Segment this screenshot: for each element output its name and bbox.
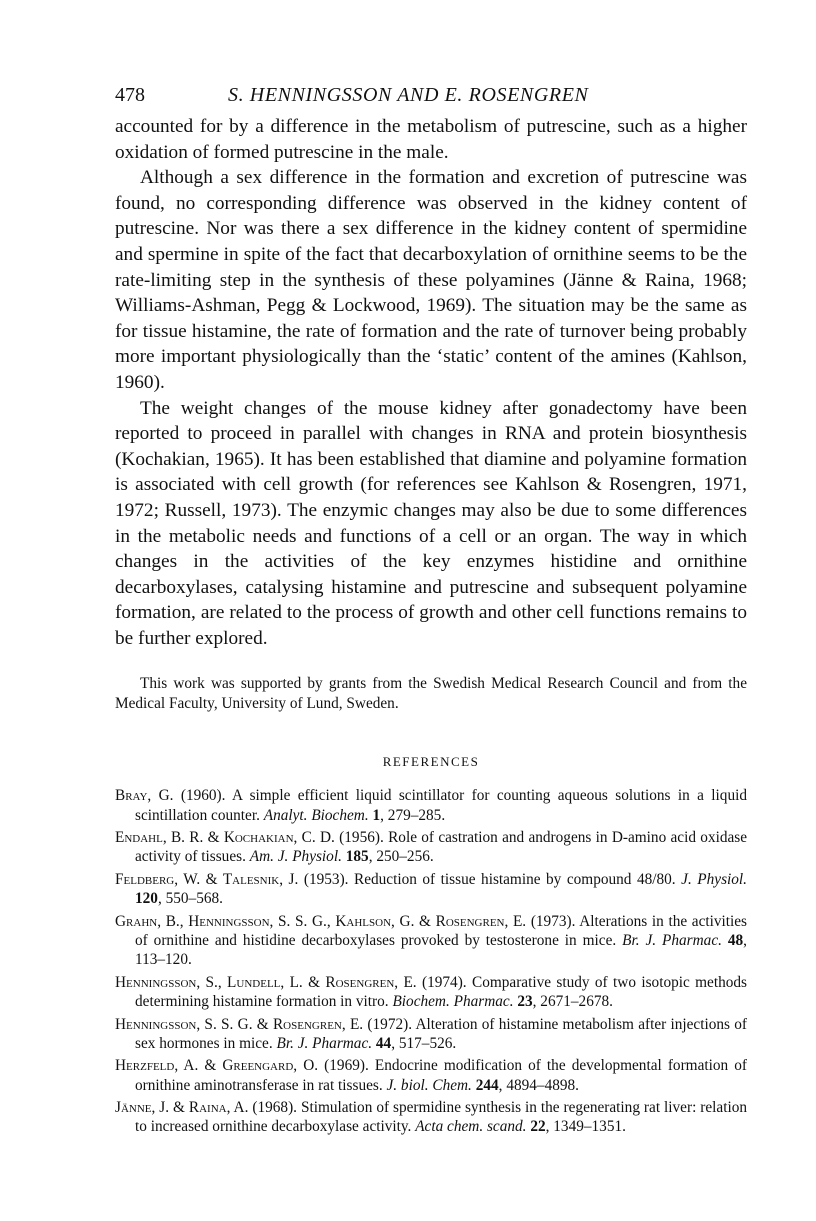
ref-title: Alteration of histamine metabolism after injections of sex hormones in mice. <box>135 1015 747 1052</box>
ref-authors: Henningsson, S. S. G. & Rosengren, E. <box>115 1015 364 1033</box>
reference-item <box>115 870 747 908</box>
body-text <box>115 114 747 651</box>
references-heading: REFERENCES <box>382 754 480 770</box>
paragraph-continuation: accounted for by a difference in the metabolism of putrescine, such as a higher oxidation of formed putrescine in the male. <box>115 116 747 163</box>
page-number: 478 <box>115 84 145 106</box>
running-head: S. HENNINGSSON AND E. ROSENGREN <box>228 84 589 106</box>
reference-item <box>115 1098 747 1136</box>
ref-volume: 244 <box>475 1076 499 1094</box>
paragraph: Although a sex difference in the formation and excretion of putrescine was found, no corresponding difference was observed in the kidney content of putrescine. Nor was there a sex difference in the kidney content of spermidine and spermine in spite of the fact that decarboxylation of ornithine seems to be the rate-limiting step in the synthesis of these polyamines (Jänne & Raina, 1968; Williams-Ashman, Pegg & Lockwood, 1969). The situation may be the same as for tissue histamine, the rate of formation and the rate of turnover being probably more important physiologically than the ‘static’ content of the amines (Kahlson, 1960). <box>115 167 747 393</box>
ref-volume: 23 <box>517 993 533 1011</box>
ref-year: (1974). <box>422 973 467 991</box>
ref-authors: Bray, G. <box>115 787 174 805</box>
ref-year: (1953). <box>303 871 349 889</box>
ref-pages: , 279–285. <box>380 806 446 824</box>
ref-year: (1969). <box>324 1057 369 1075</box>
ref-authors: Henningsson, S., Lundell, L. & Rosengren, E. <box>115 973 417 991</box>
ref-title: Comparative study of two isotopic methods determining histamine formation in vitro. <box>135 973 747 1011</box>
ref-title: Stimulation of spermidine synthesis in the regenerating rat liver: relation to increased ornithine decarboxylase activity. <box>135 1099 747 1136</box>
ref-pages: , 113–120. <box>135 932 747 969</box>
ref-journal: Analyt. Biochem. <box>263 806 369 824</box>
reference-item <box>115 912 747 970</box>
ref-title: A simple efficient liquid scintillator for counting aqueous solutions in a liquid scintillation counter. <box>135 787 747 824</box>
journal-page <box>115 84 747 1140</box>
page-header <box>115 84 747 114</box>
ref-journal: Br. J. Pharmac. <box>622 932 722 950</box>
ref-journal: J. biol. Chem. <box>386 1076 472 1094</box>
ref-authors: Jänne, J. & Raina, A. <box>115 1099 249 1117</box>
ref-title: Endocrine modification of the developmental formation of ornithine aminotransferase in rat tissues. <box>135 1057 747 1094</box>
ref-journal: Am. J. Physiol. <box>249 848 342 866</box>
ref-title: Reduction of tissue histamine by compound 48/80. <box>354 871 676 889</box>
ref-authors: Feldberg, W. & Talesnik, J. <box>115 871 299 889</box>
reference-item <box>115 828 747 866</box>
ref-year: (1960). <box>180 787 226 805</box>
ref-authors: Grahn, B., Henningsson, S. S. G., Kahlson, G. & Rosengren, E. <box>115 912 527 930</box>
reference-item <box>115 786 747 824</box>
ref-authors: Endahl, B. R. & Kochakian, C. D. <box>115 829 335 847</box>
ref-authors: Herzfeld, A. & Greengard, O. <box>115 1057 319 1075</box>
ref-pages: , 2671–2678. <box>532 993 613 1011</box>
ref-volume: 1 <box>372 806 381 824</box>
ref-journal: J. Physiol. <box>681 871 747 889</box>
ref-pages: , 1349–1351. <box>545 1118 626 1136</box>
ref-title: Alterations in the activities of ornithine and histidine decarboxylases provoked by testosterone in mice. <box>135 912 748 950</box>
ref-journal: Acta chem. scand. <box>415 1118 527 1136</box>
reference-list <box>115 786 747 1136</box>
ref-pages: , 4894–4898. <box>498 1076 579 1094</box>
ref-volume: 44 <box>375 1034 392 1052</box>
ref-pages: , 250–256. <box>368 848 434 866</box>
ref-journal: Br. J. Pharmac. <box>276 1034 373 1052</box>
ref-year: (1956). <box>339 829 384 847</box>
ref-volume: 120 <box>135 890 158 908</box>
reference-item <box>115 1015 747 1053</box>
ref-title: Role of castration and androgens in D-amino acid oxidase activity of tissues. <box>135 829 748 866</box>
ref-volume: 48 <box>727 932 744 950</box>
paragraph: The weight changes of the mouse kidney after gonadectomy have been reported to proceed in parallel with changes in RNA and protein biosynthesis (Kochakian, 1965). It has been established that diamine and polyamine formation is associated with cell growth (for references see Kahlson & Rosengren, 1971, 1972; Russell, 1973). The enzymic changes may also be due to some differences in the metabolic needs and functions of a cell or an organ. The way in which changes in the activities of the key enzymes histidine and ornithine decarboxylases, catalysing histamine and putrescine and subsequent polyamine formation, are related to the process of growth and other cell functions remains to be further explored. <box>115 397 747 649</box>
ref-year: (1968). <box>252 1099 297 1117</box>
reference-item <box>115 1056 747 1094</box>
ref-journal: Biochem. Pharmac. <box>392 993 514 1011</box>
ref-volume: 22 <box>530 1118 546 1136</box>
ref-pages: , 517–526. <box>391 1034 457 1052</box>
ref-year: (1973). <box>530 912 576 930</box>
reference-item <box>115 973 747 1011</box>
ref-volume: 185 <box>345 848 369 866</box>
acknowledgement: This work was supported by grants from the Swedish Medical Research Council and from the Medical Faculty, University of Lund, Sweden. <box>115 675 747 713</box>
ref-year: (1972). <box>367 1015 413 1033</box>
ref-pages: , 550–568. <box>157 890 223 908</box>
